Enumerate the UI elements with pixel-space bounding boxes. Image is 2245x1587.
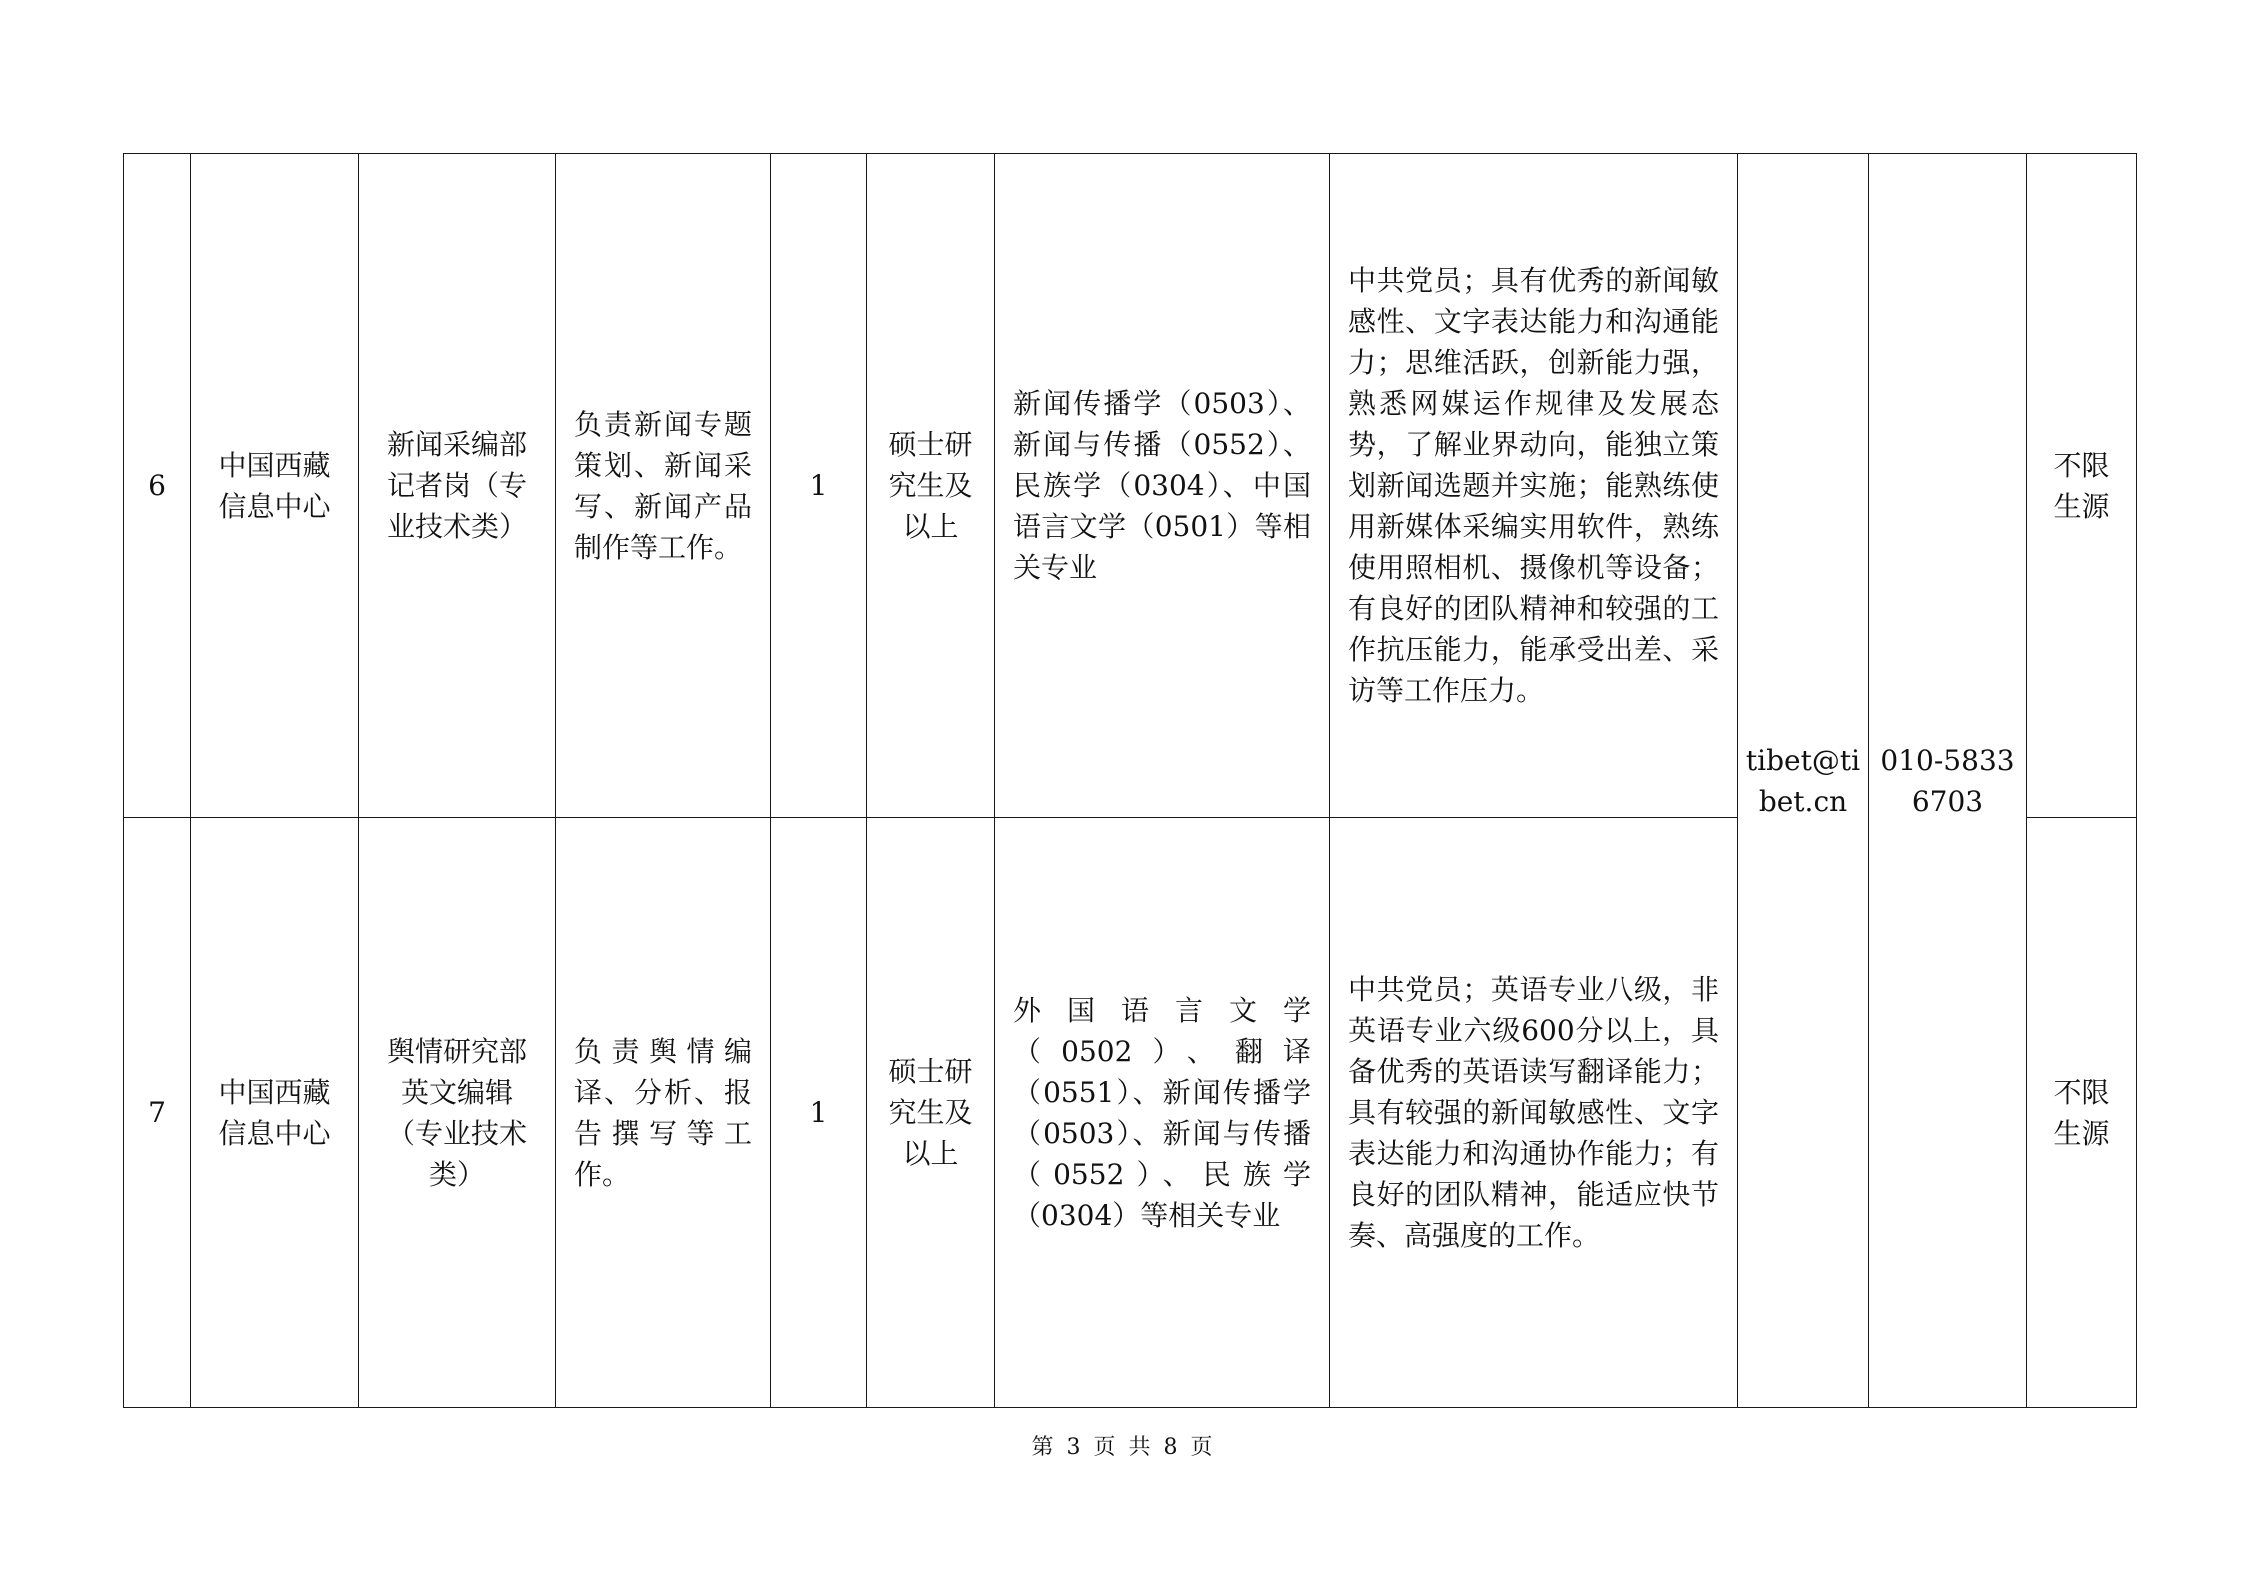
footer-page-word: 页 <box>1093 1435 1117 1460</box>
recruitment-table <box>123 153 2137 1408</box>
hiring-count: 1 <box>771 818 867 1408</box>
major-requirement: 新闻传播学（0503）、新闻与传播（0552）、民族学（0304）、中国语言文学（0501）等相关专业 <box>995 154 1330 818</box>
contact-email: tibet@tibet.cn <box>1738 154 1869 1408</box>
education-requirement: 硕士研究生及以上 <box>867 154 995 818</box>
major-requirement: 外国语言文学（0502）、翻译（0551）、新闻传播学（0503）、新闻与传播（0552）、民族学（0304）等相关专业 <box>995 818 1330 1408</box>
page-total: 8 <box>1163 1435 1179 1460</box>
page-number: 3 <box>1066 1435 1082 1460</box>
position-name: 舆情研究部英文编辑（专业技术类） <box>359 818 556 1408</box>
footer-total-word: 共 <box>1128 1435 1152 1460</box>
position-name: 新闻采编部记者岗（专业技术类） <box>359 154 556 818</box>
hiring-count: 1 <box>771 154 867 818</box>
contact-phone: 010-58336703 <box>1869 154 2027 1408</box>
other-requirements: 中共党员；英语专业八级，非英语专业六级600分以上，具备优秀的英语读写翻译能力；具有较强的新闻敏感性、文字表达能力和沟通协作能力；有良好的团队精神，能适应快节奏、高强度的工作。 <box>1330 818 1738 1408</box>
employer-unit: 中国西藏信息中心 <box>191 154 359 818</box>
job-duties: 负责舆情编译、分析、报告撰写等工作。 <box>556 818 771 1408</box>
employer-unit: 中国西藏信息中心 <box>191 818 359 1408</box>
page-footer <box>0 1430 2245 1461</box>
footer-suffix: 页 <box>1190 1435 1214 1460</box>
row-number: 7 <box>124 818 191 1408</box>
table-row <box>124 154 2137 818</box>
footer-prefix: 第 <box>1031 1435 1055 1460</box>
applicant-source: 不限生源 <box>2027 818 2137 1408</box>
applicant-source: 不限生源 <box>2027 154 2137 818</box>
education-requirement: 硕士研究生及以上 <box>867 818 995 1408</box>
row-number: 6 <box>124 154 191 818</box>
other-requirements: 中共党员；具有优秀的新闻敏感性、文字表达能力和沟通能力；思维活跃，创新能力强，熟悉网媒运作规律及发展态势，了解业界动向，能独立策划新闻选题并实施；能熟练使用新媒体采编实用软件，熟练使用照相机、摄像机等设备；有良好的团队精神和较强的工作抗压能力，能承受出差、采访等工作压力。 <box>1330 154 1738 818</box>
job-duties: 负责新闻专题策划、新闻采写、新闻产品制作等工作。 <box>556 154 771 818</box>
